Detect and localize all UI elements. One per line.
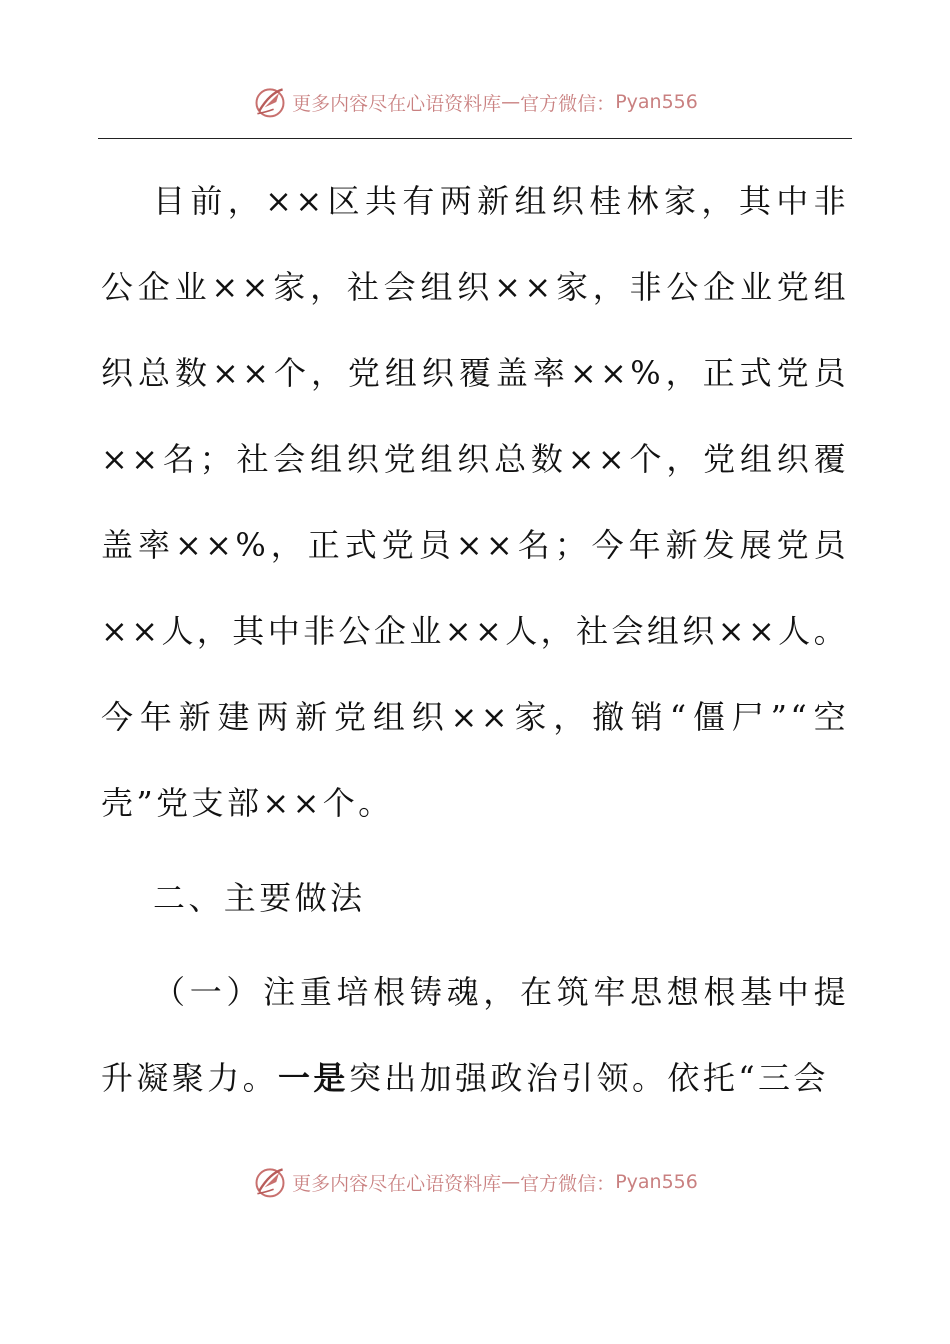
body-paragraph-statistics: 目前，××区共有两新组织桂林家，其中非公企业××家，社会组织××家，非公企业党组织总数××个，党组织覆盖率××%，正式党员××名；社会组织党组织总数××个，党组织覆盖率××%，正式党员××名；今年新发展党员××人，其中非公企业××人，社会组织××人。今年新建两新党组织××家，撤销“僵尸”“空壳”党支部××个。 <box>101 182 849 822</box>
watermark-wechat-id: Pyan556 <box>615 91 698 113</box>
header-watermark <box>0 82 950 122</box>
body-paragraph-method-1 <box>101 949 849 1121</box>
watermark-site-text: 更多内容尽在心语资料库 <box>292 92 502 115</box>
method-1-intro-text: （一）注重培根铸魂，在筑牢思想根基中提升凝聚力。 <box>101 973 849 1097</box>
watermark-separator: — <box>501 1171 521 1193</box>
method-1-bold-marker: 一是 <box>278 1059 349 1097</box>
pen-logo-icon <box>252 84 288 120</box>
watermark-site-text: 更多内容尽在心语资料库 <box>292 1172 502 1195</box>
footer-watermark <box>0 1162 950 1202</box>
watermark-separator: — <box>501 91 521 113</box>
pen-logo-icon <box>252 1164 288 1200</box>
watermark-wechat-id: Pyan556 <box>615 1171 698 1193</box>
section-heading: 二、主要做法 <box>153 879 366 917</box>
header-divider <box>98 138 852 139</box>
watermark-wechat-label: 官方微信： <box>520 1172 616 1195</box>
method-1-continuation-text: 突出加强政治引领。依托“三会 <box>348 1059 829 1097</box>
watermark-wechat-label: 官方微信： <box>520 92 616 115</box>
